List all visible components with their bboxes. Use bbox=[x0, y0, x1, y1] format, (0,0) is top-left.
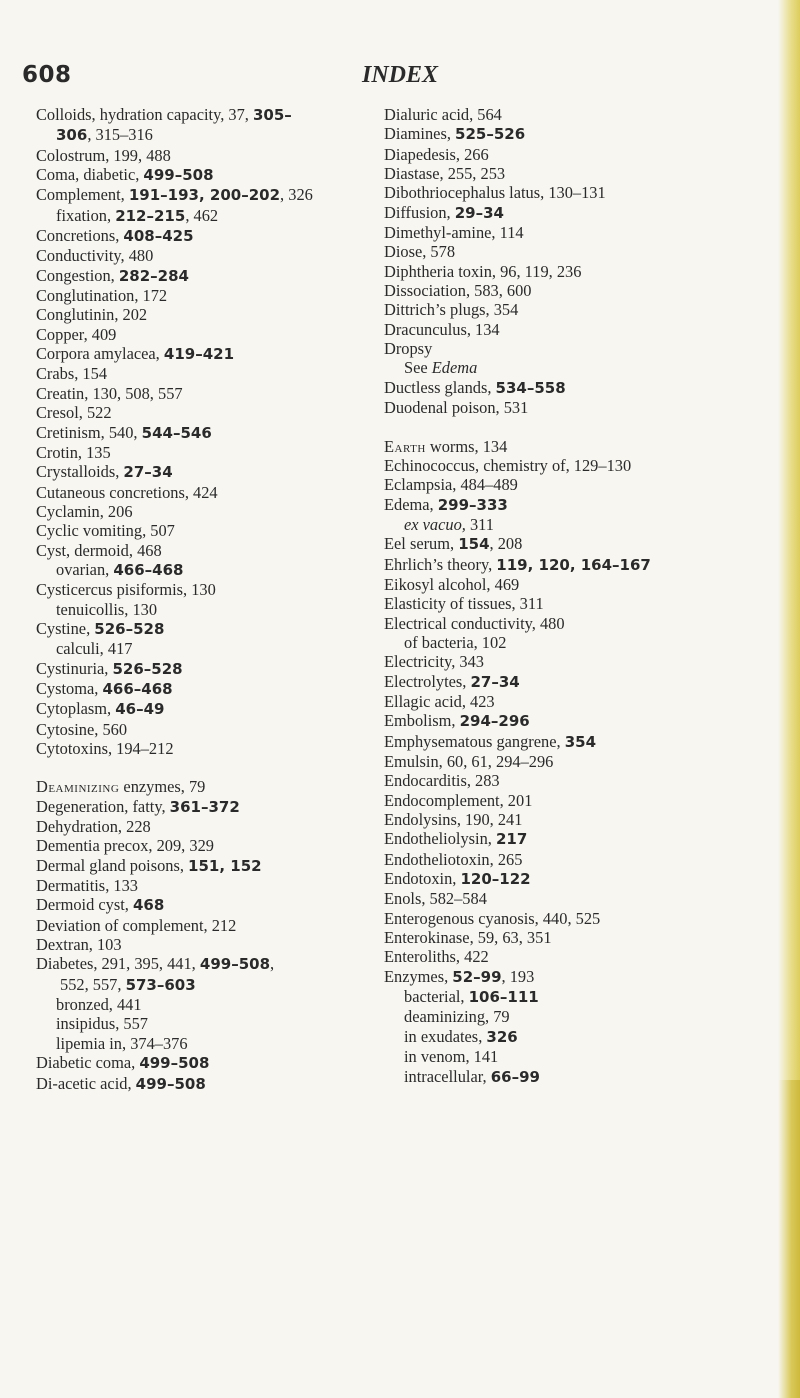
entry-text: Emulsin, 60, 61, 294–296 bbox=[384, 752, 554, 771]
entry-bold-pages: 499–508 bbox=[135, 1074, 206, 1093]
entry-text: Colostrum, 199, 488 bbox=[36, 145, 171, 165]
entry-text: Dibothriocephalus latus, 130–131 bbox=[384, 183, 606, 203]
entry-text: Echinococcus, chemistry of, 129–130 bbox=[384, 455, 632, 475]
entry-text: calculi, 417 bbox=[56, 639, 133, 659]
entry-bold-pages: 305– bbox=[252, 106, 292, 124]
index-entry bbox=[384, 928, 724, 947]
entry-text: Endotoxin, bbox=[384, 869, 461, 889]
index-entry bbox=[384, 320, 724, 339]
entry-text: Cytotoxins, 194–212 bbox=[36, 739, 174, 758]
entry-text: Corpora amylacea, bbox=[36, 344, 164, 364]
entry-text: Cutaneous concretions, 424 bbox=[36, 482, 218, 502]
entry-bold-pages: 119, 120, 164–167 bbox=[496, 555, 651, 574]
entry-bold-pages: 466–468 bbox=[113, 560, 184, 579]
index-entry bbox=[384, 889, 724, 908]
index-entry bbox=[384, 967, 724, 987]
running-head: INDEX bbox=[361, 62, 439, 88]
index-entry bbox=[36, 699, 376, 719]
index-entry bbox=[36, 125, 376, 145]
entry-text: Ductless glands, bbox=[384, 377, 496, 397]
entry-text: Diastase, 255, 253 bbox=[384, 164, 506, 184]
index-entry bbox=[36, 777, 376, 796]
index-entry bbox=[36, 1053, 376, 1073]
entry-bold-pages: 526–528 bbox=[94, 619, 165, 638]
entry-text: Complement, bbox=[36, 185, 129, 205]
entry-text: Endotheliotoxin, 265 bbox=[384, 849, 523, 869]
entry-text: Cystinuria, bbox=[36, 658, 113, 678]
entry-text: Duodenal poison, 531 bbox=[384, 398, 529, 418]
entry-text: deaminizing, 79 bbox=[404, 1007, 510, 1027]
entry-text: intracellular, bbox=[404, 1066, 491, 1086]
entry-bold-pages: 499–508 bbox=[199, 955, 271, 974]
index-entry bbox=[384, 711, 724, 731]
entry-text: Edema, bbox=[384, 494, 438, 514]
index-entry bbox=[384, 437, 724, 456]
index-entry bbox=[384, 810, 724, 829]
entry-text: fixation, bbox=[56, 205, 116, 225]
entry-italic: ex vacuo, bbox=[404, 514, 466, 534]
page-header bbox=[0, 62, 800, 92]
entry-text: See bbox=[404, 358, 432, 378]
index-entry bbox=[36, 185, 376, 205]
entry-text: Endotheliolysin, bbox=[384, 829, 496, 849]
index-entry bbox=[384, 475, 724, 494]
index-entry bbox=[36, 502, 376, 521]
index-entry bbox=[36, 975, 376, 995]
entry-text: Cytoplasm, bbox=[36, 699, 116, 719]
entry-bold-pages: 282–284 bbox=[118, 266, 189, 285]
entry-smallcaps-term: Earth bbox=[384, 436, 426, 456]
entry-text: Cysticercus pisiformis, 130 bbox=[36, 580, 216, 600]
entry-text: Dropsy bbox=[384, 339, 433, 359]
index-entry bbox=[36, 344, 376, 364]
index-entry bbox=[36, 639, 376, 658]
entry-text: in venom, 141 bbox=[404, 1047, 499, 1067]
index-entry bbox=[384, 909, 724, 928]
entry-text-suffix: , 315–316 bbox=[87, 125, 153, 145]
entry-text: Cyclic vomiting, 507 bbox=[36, 521, 175, 541]
entry-text: Concretions, bbox=[36, 226, 124, 246]
index-entry bbox=[36, 521, 376, 540]
index-entry bbox=[384, 594, 724, 613]
entry-text: Diamines, bbox=[384, 124, 456, 144]
entry-bold-pages: 306 bbox=[56, 126, 88, 145]
index-entry bbox=[36, 619, 376, 639]
index-entry bbox=[36, 364, 376, 383]
index-entry bbox=[384, 124, 724, 144]
entry-bold-pages: 66–99 bbox=[490, 1067, 540, 1086]
entry-bold-pages: 27–34 bbox=[123, 463, 173, 482]
entry-text: Elasticity of tissues, 311 bbox=[384, 594, 544, 614]
entry-text-suffix: 311 bbox=[465, 514, 494, 534]
entry-bold-pages: 525–526 bbox=[455, 125, 526, 144]
entry-text-suffix: , 208 bbox=[489, 534, 523, 554]
entry-text: Dermal gland poisons, bbox=[36, 855, 189, 875]
entry-text: Dementia precox, 209, 329 bbox=[36, 836, 214, 856]
index-entry bbox=[36, 305, 376, 324]
index-entry bbox=[384, 183, 724, 202]
entry-text: Crabs, 154 bbox=[36, 364, 108, 384]
index-entry bbox=[384, 692, 724, 711]
index-entry bbox=[36, 384, 376, 403]
index-entry bbox=[36, 679, 376, 699]
index-entry bbox=[384, 398, 724, 417]
index-entry bbox=[384, 223, 724, 242]
entry-text: Crystalloids, bbox=[36, 462, 124, 482]
index-entry bbox=[384, 339, 724, 358]
entry-text-suffix: , 326 bbox=[280, 185, 313, 205]
entry-text: Ehrlich’s theory, bbox=[384, 554, 497, 574]
index-entry bbox=[384, 869, 724, 889]
index-entry bbox=[384, 947, 724, 966]
entry-text: in exudates, bbox=[404, 1026, 487, 1046]
index-entry bbox=[36, 954, 376, 974]
entry-text: Electrical conductivity, 480 bbox=[384, 613, 565, 633]
index-entry bbox=[384, 145, 724, 164]
index-entry bbox=[36, 895, 376, 915]
entry-text-suffix: , 193 bbox=[501, 966, 535, 986]
index-entry bbox=[36, 836, 376, 855]
entry-text: Endocomplement, 201 bbox=[384, 790, 533, 810]
index-entry bbox=[384, 829, 724, 849]
entry-text: Cresol, 522 bbox=[36, 403, 112, 423]
index-entry bbox=[384, 614, 724, 633]
index-entry bbox=[384, 300, 724, 319]
entry-text: Dehydration, 228 bbox=[36, 817, 151, 837]
entry-text: Diose, 578 bbox=[384, 242, 456, 262]
entry-smallcaps-term: Deaminizing bbox=[36, 777, 120, 797]
index-entry bbox=[384, 515, 724, 534]
entry-text: Enzymes, bbox=[384, 966, 453, 986]
index-entry bbox=[384, 164, 724, 183]
index-entry bbox=[384, 358, 724, 377]
index-entry bbox=[36, 286, 376, 305]
index-entry bbox=[384, 262, 724, 281]
entry-text: Di-acetic acid, bbox=[36, 1073, 136, 1093]
entry-text: Dittrich’s plugs, 354 bbox=[384, 300, 519, 320]
entry-text: Eikosyl alcohol, 469 bbox=[384, 574, 520, 594]
entry-bold-pages: 217 bbox=[496, 830, 528, 849]
entry-bold-pages: 544–546 bbox=[141, 423, 212, 442]
index-entry bbox=[384, 791, 724, 810]
entry-text: Diffusion, bbox=[384, 202, 455, 222]
index-entry bbox=[36, 739, 376, 758]
entry-bold-pages: 154 bbox=[458, 535, 490, 554]
entry-text-suffix: enzymes, 79 bbox=[119, 777, 206, 797]
entry-text: Dissociation, 583, 600 bbox=[384, 281, 532, 301]
entry-bold-pages: 299–333 bbox=[437, 495, 508, 514]
entry-bold-pages: 151, 152 bbox=[188, 856, 262, 875]
index-entry bbox=[36, 483, 376, 502]
index-entry bbox=[36, 403, 376, 422]
index-entry bbox=[36, 105, 376, 125]
index-entry bbox=[384, 987, 724, 1007]
entry-bold-pages: 534–558 bbox=[495, 378, 566, 397]
entry-text: of bacteria, 102 bbox=[404, 632, 507, 652]
entry-text: Diabetes, 291, 395, 441, bbox=[36, 954, 200, 974]
entry-text: bronzed, 441 bbox=[56, 995, 142, 1015]
page-number: 608 bbox=[22, 62, 72, 88]
index-entry bbox=[384, 203, 724, 223]
entry-bold-pages: 354 bbox=[564, 732, 597, 751]
index-entry bbox=[384, 1067, 724, 1087]
entry-text: Diapedesis, 266 bbox=[384, 144, 489, 164]
index-entry bbox=[36, 266, 376, 286]
index-entry bbox=[384, 633, 724, 652]
entry-text: Conglutination, 172 bbox=[36, 286, 168, 306]
entry-bold-pages: 191–193, 200–202 bbox=[128, 186, 281, 205]
index-entry bbox=[384, 752, 724, 771]
entry-text: Colloids, hydration capacity, 37, bbox=[36, 105, 253, 124]
entry-bold-pages: 29–34 bbox=[454, 203, 504, 222]
entry-text: Cyst, dermoid, 468 bbox=[36, 540, 162, 560]
index-entry bbox=[36, 1014, 376, 1033]
index-entry bbox=[384, 1027, 724, 1047]
entry-text: Cytosine, 560 bbox=[36, 719, 128, 739]
entry-text: tenuicollis, 130 bbox=[56, 599, 158, 619]
index-entry bbox=[36, 1074, 376, 1094]
index-entry bbox=[36, 541, 376, 560]
entry-text: Emphysematous gangrene, bbox=[384, 731, 565, 751]
entry-bold-pages: 468 bbox=[132, 896, 165, 915]
entry-bold-pages: 573–603 bbox=[125, 975, 196, 994]
entry-text: ovarian, bbox=[56, 559, 114, 579]
index-entry bbox=[36, 462, 376, 482]
entry-text: Enterogenous cyanosis, 440, 525 bbox=[384, 908, 601, 928]
entry-text: Crotin, 135 bbox=[36, 442, 111, 462]
index-entry bbox=[384, 850, 724, 869]
index-entry bbox=[36, 856, 376, 876]
entry-text: Dracunculus, 134 bbox=[384, 319, 500, 339]
index-entry bbox=[36, 995, 376, 1014]
entry-bold-pages: 419–421 bbox=[163, 345, 235, 364]
entry-text: lipemia in, 374–376 bbox=[56, 1033, 188, 1053]
entry-text-suffix: worms, 134 bbox=[425, 436, 508, 456]
entry-text: Embolism, bbox=[384, 711, 460, 731]
index-column-right bbox=[384, 105, 724, 1087]
entry-bold-pages: 27–34 bbox=[470, 672, 520, 691]
entry-bold-pages: 52–99 bbox=[452, 967, 502, 986]
index-entry bbox=[36, 876, 376, 895]
index-entry bbox=[36, 560, 376, 580]
entry-text: Dextran, 103 bbox=[36, 935, 122, 955]
entry-text: Coma, diabetic, bbox=[36, 165, 144, 185]
index-entry bbox=[36, 206, 376, 226]
entry-text: Conductivity, 480 bbox=[36, 246, 154, 266]
index-entry bbox=[36, 146, 376, 165]
index-entry bbox=[384, 672, 724, 692]
entry-bold-pages: 120–122 bbox=[460, 870, 531, 889]
entry-bold-pages: 46–49 bbox=[115, 700, 165, 719]
index-entry bbox=[384, 771, 724, 790]
entry-bold-pages: 526–528 bbox=[112, 659, 183, 678]
index-entry bbox=[36, 226, 376, 246]
entry-text: Dermoid cyst, bbox=[36, 895, 133, 915]
index-entry bbox=[384, 555, 724, 575]
index-entry bbox=[36, 325, 376, 344]
index-entry bbox=[384, 105, 724, 124]
index-entry bbox=[384, 456, 724, 475]
entry-text: Cretinism, 540, bbox=[36, 422, 142, 442]
entry-bold-pages: 361–372 bbox=[169, 797, 240, 816]
entry-text: Diphtheria toxin, 96, 119, 236 bbox=[384, 261, 582, 281]
index-entry bbox=[36, 246, 376, 265]
entry-text: Conglutinin, 202 bbox=[36, 305, 148, 325]
page-edge-lower bbox=[778, 1080, 800, 1398]
entry-italic: Edema bbox=[431, 358, 478, 378]
index-entry bbox=[384, 1007, 724, 1026]
entry-bold-pages: 408–425 bbox=[123, 227, 194, 246]
entry-text: Electrolytes, bbox=[384, 671, 471, 691]
entry-bold-pages: 499–508 bbox=[139, 1054, 210, 1073]
entry-text: bacterial, bbox=[404, 987, 469, 1007]
entry-text: Congestion, bbox=[36, 265, 119, 285]
entry-text: Diabetic coma, bbox=[36, 1053, 140, 1073]
entry-text: insipidus, 557 bbox=[56, 1014, 148, 1034]
index-entry bbox=[36, 659, 376, 679]
index-entry bbox=[36, 443, 376, 462]
index-column-left bbox=[36, 105, 376, 1094]
entry-bold-pages: 212–215 bbox=[115, 206, 186, 225]
entry-bold-pages: 106–111 bbox=[468, 988, 539, 1007]
index-entry bbox=[384, 242, 724, 261]
index-entry bbox=[384, 575, 724, 594]
index-entry bbox=[384, 495, 724, 515]
entry-text: Dialuric acid, 564 bbox=[384, 105, 502, 124]
entry-text: Electricity, 343 bbox=[384, 652, 484, 672]
entry-text: Dimethyl-amine, 114 bbox=[384, 223, 524, 243]
entry-text: Degeneration, fatty, bbox=[36, 796, 170, 816]
index-entry bbox=[384, 732, 724, 752]
entry-text: Eclampsia, 484–489 bbox=[384, 475, 518, 495]
entry-text: Cyclamin, 206 bbox=[36, 501, 133, 521]
index-entry bbox=[384, 652, 724, 671]
entry-bold-pages: 466–468 bbox=[102, 679, 173, 698]
entry-text: Ellagic acid, 423 bbox=[384, 691, 495, 711]
entry-text: Endolysins, 190, 241 bbox=[384, 810, 523, 830]
entry-text: Endocarditis, 283 bbox=[384, 771, 500, 791]
entry-text: Cystine, bbox=[36, 618, 95, 638]
entry-text-suffix: , bbox=[270, 954, 275, 974]
index-entry bbox=[384, 1047, 724, 1066]
entry-text: Enteroliths, 422 bbox=[384, 947, 489, 967]
entry-text: Eel serum, bbox=[384, 534, 459, 554]
index-entry bbox=[36, 165, 376, 185]
index-entry bbox=[36, 935, 376, 954]
index-entry bbox=[36, 600, 376, 619]
entry-text: 552, 557, bbox=[60, 974, 126, 994]
index-entry bbox=[384, 378, 724, 398]
index-entry bbox=[36, 720, 376, 739]
entry-text: Enterokinase, 59, 63, 351 bbox=[384, 928, 552, 948]
entry-text-suffix: , 462 bbox=[185, 205, 219, 225]
entry-bold-pages: 294–296 bbox=[459, 712, 530, 731]
entry-text: Creatin, 130, 508, 557 bbox=[36, 383, 183, 403]
index-entry bbox=[384, 281, 724, 300]
index-entry bbox=[36, 817, 376, 836]
index-entry bbox=[36, 580, 376, 599]
entry-text: Copper, 409 bbox=[36, 324, 117, 344]
entry-text: Dermatitis, 133 bbox=[36, 876, 138, 896]
entry-text: Deviation of complement, 212 bbox=[36, 915, 237, 935]
index-entry bbox=[36, 916, 376, 935]
index-entry bbox=[36, 797, 376, 817]
index-entry bbox=[36, 423, 376, 443]
index-entry bbox=[36, 1034, 376, 1053]
index-entry bbox=[384, 534, 724, 554]
entry-bold-pages: 499–508 bbox=[143, 166, 214, 185]
entry-bold-pages: 326 bbox=[486, 1027, 518, 1046]
entry-text: Cystoma, bbox=[36, 678, 103, 698]
entry-text: Enols, 582–584 bbox=[384, 889, 487, 909]
